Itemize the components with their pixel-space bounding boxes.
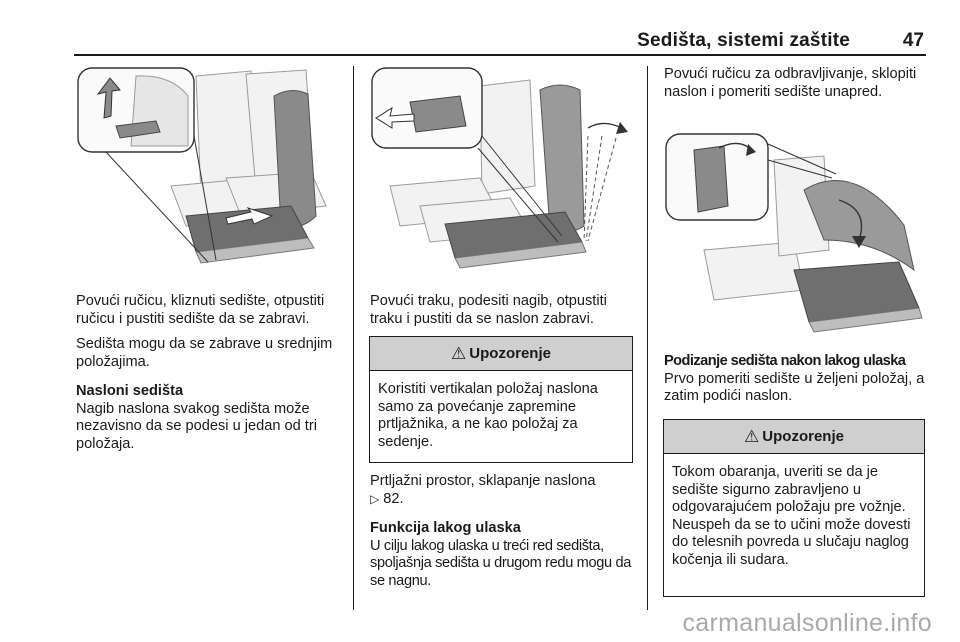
warning-triangle-icon: ⚠ (451, 343, 467, 363)
column-divider-right (647, 66, 648, 610)
column-divider-left (353, 66, 354, 610)
backrests-heading: Nasloni sedišta (76, 383, 184, 399)
right-column-mid-text (664, 353, 932, 406)
running-header-title: Sedišta, sistemi zaštite (637, 30, 850, 51)
page-reference-link[interactable]: 82. (383, 490, 404, 507)
easy-entry-description: U cilju lakog ulaska u treći red sedišta, spoljašnja sedišta u drugom redu mogu da se nagnu. (370, 537, 632, 589)
warning-text: Koristiti vertikalan položaj naslona samo za povećanje zapremine prtljažnika, a ne kao položaj za sedenje. (378, 381, 598, 450)
warning-triangle-icon: ⚠ (744, 426, 760, 446)
warning-header (370, 337, 632, 371)
middle-column-bottom-text (370, 473, 640, 590)
seat-slide-illustration (76, 66, 340, 276)
warning-box-middle (369, 336, 633, 463)
right-column-top-text (664, 66, 926, 101)
raising-seat-heading: Podizanje sedišta nakon lakog ulaska (664, 353, 906, 369)
unlock-instruction: Povući ručicu za odbravljivanje, sklopiti naslon i pomeriti sedište unapred. (664, 66, 917, 100)
warning-title: Upozorenje (762, 428, 844, 445)
left-column-text (76, 293, 346, 453)
luggage-reference-text: Prtljažni prostor, sklapanje naslona (370, 473, 596, 489)
intermediate-lock-note: Sedišta mogu da se zabrave u srednjim položajima. (76, 336, 333, 370)
watermark: carmanualsonline.info (682, 609, 932, 637)
backrest-adjust-note: Nagib naslona svakog sedišta može nezavisno da se podesi u jedan od tri položaja. (76, 400, 317, 452)
recline-instruction: Povući traku, podesiti nagib, otpustiti traku i pustiti da se naslon zabravi. (370, 293, 607, 327)
warning-header (664, 420, 924, 454)
middle-column-top-text (370, 293, 640, 328)
warning-text: Tokom obaranja, uveriti se da je sedište sigurno zabravljeno u odgovarajućem položaju pre vožnje. Neuspeh da se to učini može dovesti do telesnih povreda u slučaju naglog kočenja ili sudara. (672, 464, 911, 568)
easy-entry-illustration (664, 130, 926, 340)
luggage-reference (370, 473, 640, 508)
warning-box-right (663, 419, 925, 597)
seat-slide-instruction: Povući ručicu, kliznuti sedište, otpustiti ručicu i pustiti sedište da se zabravi. (76, 293, 325, 327)
header-rule (74, 54, 926, 56)
warning-title: Upozorenje (469, 345, 551, 362)
easy-entry-heading: Funkcija lakog ulaska (370, 520, 521, 536)
backrest-recline-illustration (370, 66, 632, 276)
page-number: 47 (902, 30, 924, 51)
page-reference-arrow-icon: ▷ (370, 491, 380, 506)
raising-seat-instruction: Prvo pomeriti sedište u željeni položaj, a zatim podići naslon. (664, 370, 925, 404)
